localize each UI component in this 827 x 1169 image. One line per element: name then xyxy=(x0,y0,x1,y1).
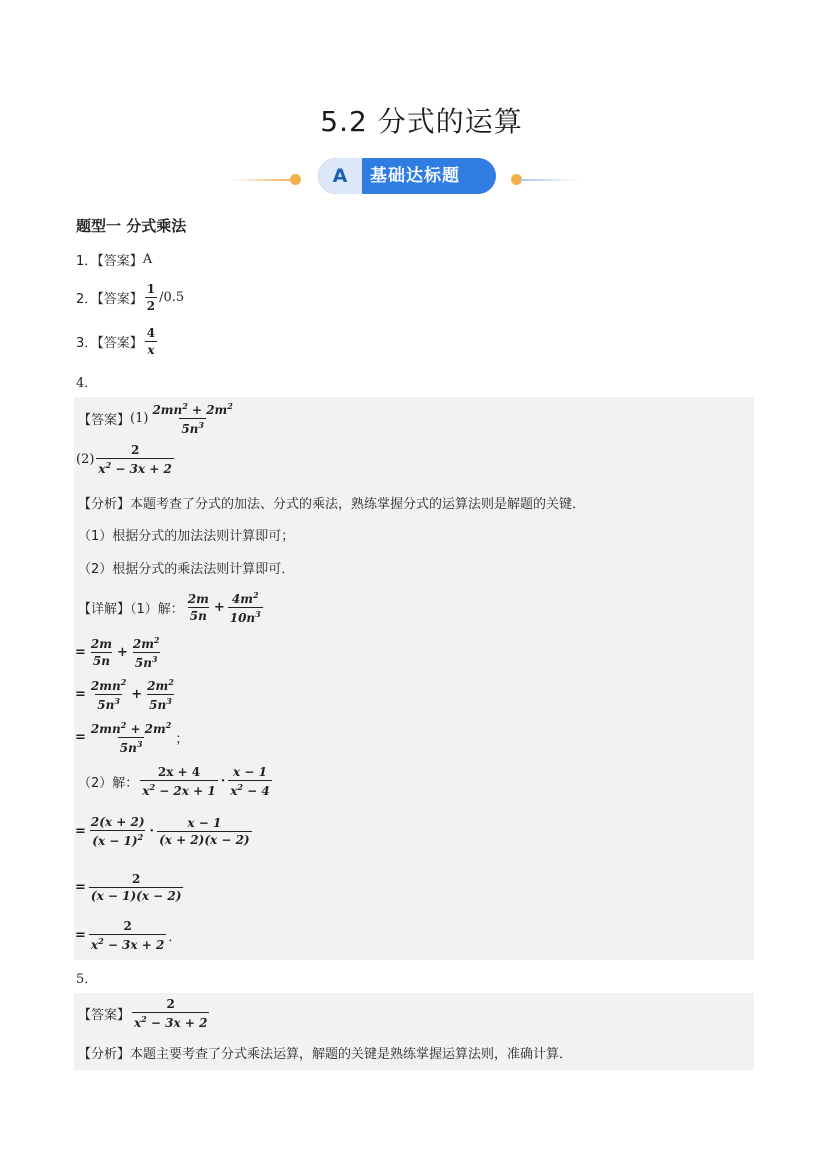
q2-prefix: 2．【答案】 xyxy=(76,292,143,307)
q4-period: ． xyxy=(168,930,182,945)
q4-answer2-row xyxy=(76,443,176,476)
q4-part2-label: (2) xyxy=(76,452,95,467)
question-3 xyxy=(76,326,159,357)
q4-answer-row xyxy=(78,401,237,436)
q3-den: x xyxy=(147,343,155,357)
q4-step5: = $\frac{2}{(x - 1)(x - 2)}$ xyxy=(75,872,182,903)
q3-fraction xyxy=(145,326,157,357)
banner-pill xyxy=(318,158,496,194)
banner-dot-left xyxy=(290,174,301,185)
q5-number: 5． xyxy=(76,972,98,987)
q4-part2-solve-label: （2）解： xyxy=(78,776,139,791)
banner-text: 基础达标题 xyxy=(370,166,460,186)
q4-semicolon: ； xyxy=(175,732,189,747)
q4-number: 4． xyxy=(76,376,98,391)
banner-letter: A xyxy=(318,158,362,194)
q5-fraction: $\frac{2}{x^2 - 3x + 2}$ xyxy=(134,997,208,1030)
q4-step1: = $\frac{2m}{5n}$ + $\frac{2m^2}{5n^3}$ xyxy=(75,635,160,670)
q4-detail-label: 【详解】（1）解： xyxy=(78,602,184,617)
q5-answer-label: 【答案】 xyxy=(78,1008,131,1023)
q4-step2: = $\frac{2mn^2}{5n^3}$ + $\frac{2m^2}{5n^3}$ xyxy=(75,677,174,712)
q4-detail-row: 【详解】（1）解： $\frac{2m}{5n}$ + $\frac{4m^2}{10n^3}$ xyxy=(78,590,261,625)
question-2 xyxy=(76,282,184,313)
q4-answer1-fraction: $\frac{2mn^2 + 2m^2}{5n^3}$ xyxy=(152,401,233,436)
page-title: 5.2 分式的运算 xyxy=(320,105,523,138)
q4-answer-label: 【答案】 xyxy=(78,413,131,428)
q1-answer: A xyxy=(142,252,153,267)
q2-num: 1 xyxy=(146,282,156,296)
q3-prefix: 3．【答案】 xyxy=(76,336,143,351)
q2-den: 2 xyxy=(146,299,156,313)
q4-solution-box xyxy=(74,397,754,960)
banner-line-right xyxy=(520,179,580,181)
q4-analysis: 【分析】本题考查了分式的加法、分式的乘法，熟练掌握分式的运算法则是解题的关键． xyxy=(78,497,586,512)
q4-answer2-fraction: $\frac{2}{x^2 - 3x + 2}$ xyxy=(98,443,172,476)
q4-step4: = $\frac{2(x + 2)}{(x - 1)^2}$ · $\frac{x - 1}{(x + 2)(x - 2)}$ xyxy=(75,815,250,848)
q5-analysis: 【分析】本题主要考查了分式乘法运算，解题的关键是熟练掌握运算法则，准确计算． xyxy=(78,1047,573,1062)
q4-hint2: （2）根据分式的乘法法则计算即可． xyxy=(78,562,295,577)
q4-step6: = $\frac{2}{x^2 - 3x + 2}$ ． xyxy=(75,919,182,952)
q5-answer-row xyxy=(78,997,211,1030)
q4-hint1: （1）根据分式的加法法则计算即可； xyxy=(78,529,295,544)
q4-part2-solve: （2）解： $\frac{2x + 4}{x^2 - 2x + 1}$ · $\frac{x - 1}{x^2 - 4}$ xyxy=(78,765,270,798)
banner-line-left xyxy=(230,179,290,181)
question-1 xyxy=(76,250,152,269)
q3-num: 4 xyxy=(146,326,156,340)
section-heading: 题型一 分式乘法 xyxy=(76,217,187,235)
q2-fraction xyxy=(145,282,157,313)
q2-suffix: /0.5 xyxy=(159,290,185,305)
q4-step3: = $\frac{2mn^2 + 2m^2}{5n^3}$ ； xyxy=(75,720,189,755)
section-banner xyxy=(230,156,590,196)
q5-solution-box xyxy=(74,993,754,1070)
q1-prefix: 1．【答案】 xyxy=(76,254,143,269)
q4-part1-label: (1) xyxy=(130,411,149,426)
